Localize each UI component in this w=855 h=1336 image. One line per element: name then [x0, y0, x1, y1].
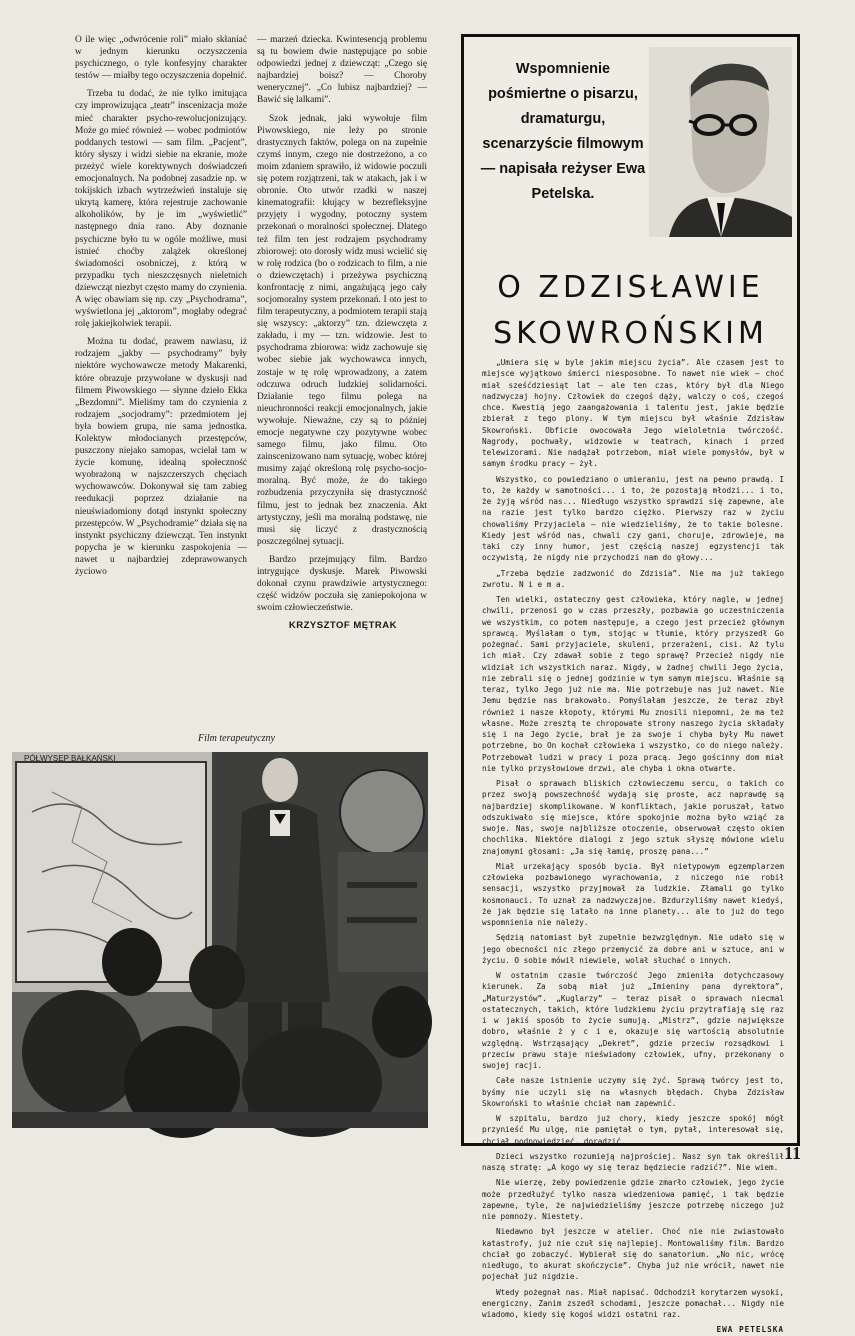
obituary-paragraph: W szpitalu, bardzo już chory, kiedy jeszcze spokój mógł przynieść Mu ulgę, nie pamiętał o tym, pytał, interesował się, chciał podpowiedzieć, doradzić.	[482, 1114, 784, 1146]
obituary-paragraph: Pisał o sprawach bliskich człowieczemu sercu, o takich co przez swoją powszechność wydają się proste, acz naprawdę są najbardziej skomplikowane. W konfliktach, jakie poruszał, łatwo odszukiwało się miejsce, które spokojnie można było wziąć za swoje. Nas, swoje najbliższe otoczenie, obserwował często okiem chochlika. Niektóre dialogi z jego sztuk słyszę mówione wielu znajomymi głosami: „Ja się łamię, proszę pana...”	[482, 779, 784, 856]
col2-paragraph: — marzeń dziecka. Kwintesencją problemu są tu bowiem dwie następujące po sobie odpowiedzi jednej z dziewcząt: „Czego się najbardziej boisz? — Choroby wenerycznej”. „Co lubisz najbardziej? — Bawić się lalkami”.	[257, 35, 427, 106]
col1-paragraph: Trzeba tu dodać, że nie tylko imitująca czy improwizująca „teatr” inscenizacja może mieć charakter psycho-rewolucjonizujący. Może go mieć również — wobec podmiotów poddanych testowi — sam film. „Pacjent”, który słyszy i widzi siebie na ekranie, może przeżyć wiele korektywnych doświadczeń emocjonalnych. Na podobnej zasadzie np. w tokijskich izbach wytrzeźwień instaluje się ukrytą kamerę, która rejestruje zachowanie alkoholików, by je im „wyświetlić” następnego dnia rano. Aby doznanie psychiczne było tu w ogóle możliwe, musi istnieć choćby zalążek określonej świadomości osobniczej, z którą w przypadku tych nieszczęsnych nieletnich dziewcząt niezbyt często mamy do czynienia. A więc obawiam się np. czy „Psychodrama”, wyświetlona jej „aktorom”, mogłaby odegrać rolę jakiejkolwiek terapii.	[75, 89, 247, 330]
obituary-paragraph: Wszystko, co powiedziano o umieraniu, jest na pewno prawdą. I to, że każdy w samotności... i to, że pozostają młodzi... i to, że żyją wśród nas... Niedługo wszystko sprawdzi się zapewne, ale na razie jest tylko bardzo ciężko. Pierwszy raz w życiu chowaliśmy Przyjaciela — nie wiedzieliśmy, że to takie bolesne. Kiedy jest wśród nas, chwali czy gani, choruje, zdrowieje, ma taki czy inny humor, jest częścią naszej egzystencji tak oczywistą, że nigdy nie przychodzi nam do głowy...	[482, 474, 784, 563]
obituary-body	[482, 357, 784, 1336]
obituary-paragraph: Niedawno był jeszcze w atelier. Choć nie nie zwiastowało katastrofy, już nie czuł się najlepiej. Montowaliśmy film. Bardzo chciał go zobaczyć. Wybierał się do sanatorium. „No nic, wrócę niedługo, to akurat skończycie”. Chyba już nie wrócił, nawet nie pojechał już nigdzie.	[482, 1227, 784, 1282]
page-number: 11	[784, 1143, 802, 1163]
obituary-paragraph: „Trzeba będzie zadzwonić do Zdzisia”. Nie ma już takiego zwrotu. N i e m a.	[482, 568, 784, 589]
obituary-paragraph: „Umiera się w byle jakim miejscu życia”. Ale czasem jest to miejsce wyjątkowo śmierci niesposobne. To nawet nie wiek — choć miał sześćdziesiąt lat — ale ten czas, który był dla Niego nadzwyczaj hojny. Człowiek do czegoś dąży, walczy o coś, czegoś chce. Kwestią jego zaangażowania i talentu jest, jakie będzie zbierał z tego plony. W tym miejscu był właśnie Zdzisław Skowroński. Obficie owocowała Jego wieloletnia twórczość. Nagrody, pochwały, widzowie w teatrach, kinach i przed telewizorami. Nie nadążał potrzebom, miał wiele pomysłów, był w samym środku pracy — żył.	[482, 358, 784, 469]
obituary-headline	[464, 265, 797, 357]
map-label: PÓŁWYSEP BAŁKAŃSKI	[24, 754, 116, 763]
author-portrait	[649, 47, 792, 237]
obituary-paragraph: Ten wielki, ostateczny gest człowieka, który nagle, w jednej chwili, przenosi go w czas przeszły, pozbawia go uczestniczenia we wszystkim, co potem następuje, a czego jest przecież głównym sprawcą. Myślałam o tym, stojąc w tłumie, który przyszedł Go pożegnać. Sami przyjaciele, skuleni, przerażeni, cisi. Aż tylu ich miał. Czy zdawał sobie z tego sprawę? Przecież nigdy nie widział ich wszystkich naraz. Nigdy, w żadnej chwili Jego życia, nie zebrali się o jednej godzinie w tym samym miejscu. Właśnie są teraz, tylko Jego już nie ma. Nie potrzebuje nas już nawet. Nie Jemu będzie nas brakowało. Pomyślałam jeszcze, że teraz zbył również i nasze kłopoty, którymi Mu znosili niepomni, że ma też własne. Może zresztą te chropowate strony naszego życia składały się i na Jego życie, brał je za swoje i chyba były Mu nawet potrzebne, bo On kochał człowieka i wszystko, co do niego należy. Potrzebował ludzi w pracy i poza pracą. Jego gościnny dom miał nie tylko przysłowiowe drzwi, ale chyba i okna otwarte.	[482, 595, 784, 773]
obituary-paragraph: Miał urzekający sposób bycia. Był nietypowym egzemplarzem człowieka pozbawionego wyrachowania, z niczego nie robił sensacji, wszystko przyjmował za ludzkie. Złamali go tylko kosmonauci. To uznał za nadzwyczajne. Bzdurzyliśmy nawet kiedyś, że jak będzie się latało na inne planety... ale to już do tego wspomnienia nie należy.	[482, 861, 784, 927]
author-portrait-graphic	[649, 47, 792, 237]
classroom-photo	[12, 752, 428, 1128]
obituary-paragraph: Dzieci wszystko rozumieją najprościej. Nasz syn tak określił naszą stratę: „A kogo wy się teraz będziecie radzić?”. Nie wiem.	[482, 1151, 784, 1172]
classroom-photo-graphic	[12, 752, 428, 1128]
col2-paragraph: Bardzo przejmujący film. Bardzo intrygujące dyskusje. Marek Piwowski dokonał czynu prawdziwie artystycznego: część widzów poczuła się zaniepokojona w swoim człowieczeństwie.	[257, 554, 427, 614]
obituary-paragraph: Wtedy pożegnał nas. Miał napisać. Odchodził korytarzem wysoki, energiczny. Zanim zszedł schodami, jeszcze pomachał... Nigdy nie wiadomo, kiedy się kogoś widzi ostatni raz.	[482, 1287, 784, 1319]
left-article-column-2	[257, 34, 427, 633]
headline-line-1: O ZDZISŁAWIE	[497, 270, 764, 305]
obituary-paragraph: Całe nasze istnienie uczymy się żyć. Sprawą twórcy jest to, byśmy nie uczyli się na własnych błędach. Chyba Zdzisław Skowroński to właśnie chciał nam zapewnić.	[482, 1076, 784, 1108]
author-signature: KRZYSZTOF MĘTRAK	[288, 620, 397, 632]
col1-paragraph: Można tu dodać, prawem nawiasu, iż rodzajem „jakby — psychodramy” były niektóre wychowawcze metody Makarenki, które obrazuje przywołane w dyskusji nad filmem Piwowskiego — słynne dzieło Ekka „Bezdomni”. Mieliśmy tam do czynienia z rodzajem „socjodramy”: przedmiotem jej była bowiem grupa, nie sama jednostka. Kolektyw młodocianych przestępców, puszczony niejako samopas, wcielał tam w życie komunę, idealną społeczność wyobrażoną w najszczerszych chęciach wychowawców. Dokonywał się tam zabieg reedukacji poprzez działanie na nieuświadomiony dotąd instynkt społeczny przestępców. W „Psychodramie” działa się na instynkt psychiczny dziewcząt. Ten instynkt popycha je w kierunku zaspokojenia — nawet u najbardziej zdeprawowanych życiowo	[75, 337, 247, 578]
obituary-paragraph: W ostatnim czasie twórczość Jego zmieniła dotychczasowy kierunek. Za sobą miał już „Imieniny pana dyrektora”, „Maturzystów”. „Kuglarzy” — teraz pisał o sprawach niecmal ostatecznych, takich, które ludzkiemu życiu przytrafiają się raz i w jakiś sposób to życie sumują. „Mistrz”, gdzie największe dobro, właśnie ż y c i e, okazuje się wartością absolutnie względną. Wstrząsający „Dekret”, gdzie przeciw rozsądkowi i przeciw prawu staje nieświadomy człowiek, ufny, przekonany o swojej racji.	[482, 971, 784, 1070]
col1-paragraph: O ile więc „odwrócenie roli” miało skłaniać w jednym kierunku oczyszczenia psychicznego, o tyle konfesyjny charakter testów — miałby tego oczyszczenia dopełnić.	[75, 35, 247, 82]
obituary-intro: Wspomnienie pośmiertne o pisarzu, dramaturgu, scenarzyście filmowym — napisała reżyser Ewa Petelska.	[480, 61, 646, 202]
headline-line-2: SKOWROŃSKIM	[493, 316, 768, 351]
obituary-paragraph: Nie wierzę, żeby powiedzenie gdzie zmarło człowiek, jego życie może przedłużyć tylko nasza wiedzeniowa pamięć, i tak będzie zapewne, tyle, że najwiedzieliśmy jeszcze potrzebę niczego już nie pomnoży. Niestety.	[482, 1178, 784, 1221]
photo-caption: Film terapeutyczny	[198, 733, 275, 744]
col2-paragraph: Szok jednak, jaki wywołuje film Piwowskiego, nie leży po stronie drastycznych faktów, polega on na zupełnie czymś innym, czego nie dostrzeżono, a co moim zdaniem sprawiło, iż widowie poczuli się potem rozjątrzeni, tak w atakach, jak i w obronie. Oto utwór rzadki w naszej kinematografii: kłujący w bezrefleksyjne przyjęty i wygodny, potoczny system przekonań o moralności społecznej. Dlatego też film ten jest rodzajem psychodramy zbiorowej: oto dorosły widz musi wcielić się w rolę rodzica (bo o rodzicach to film, a nie o dziewczętach) i przeżywa psychiczną konfrontację z nimi, angażującą jego cały socjomoralny system przekonań. I oto jest to film terapeutyczny, a podmiotem terapii stają się wszyscy: „aktorzy” tzn. dziewczęta z zakładu, i my — tzn. widzowie. Jest to psychodrama zbiorowa: widz zachowuje się wobec siebie jak wychowawca innych, zostaje w tę rolę wprowadzony, a zatem odczuwa odruch ludzkiej solidarności. Działanie tego filmu polega na nieuchronności reakcji emocjonalnych, jakie wywołuje. Nieważne, czy są to później emocje negatywne czy pozytywne wobec samego filmu, jako filmu. Oto zainscenizowano nam sytuację, wobec której musimy zająć określoną rolę psycho-socjo-moralną. Być może, że do takiego rozbudzenia przyczyniła się drastyczność filmu, jest to jednak bez znaczenia. Akt artystyczny, jeśli ma moralną podstawę, nie musi się liczyć z drastycznością poszczególnej sytuacji.	[257, 113, 427, 547]
obituary-signature: EWA PETELSKA	[716, 1325, 784, 1335]
left-article-column-1	[75, 34, 247, 584]
obituary-paragraph: Sędzią natomiast był zupełnie bezwzględnym. Nie udało się w jego obecności nic złego przemycić za dobre ani w sztuce, ani w życiu. O sobie mówił niewiele, wolał słuchać o innych.	[482, 933, 784, 965]
